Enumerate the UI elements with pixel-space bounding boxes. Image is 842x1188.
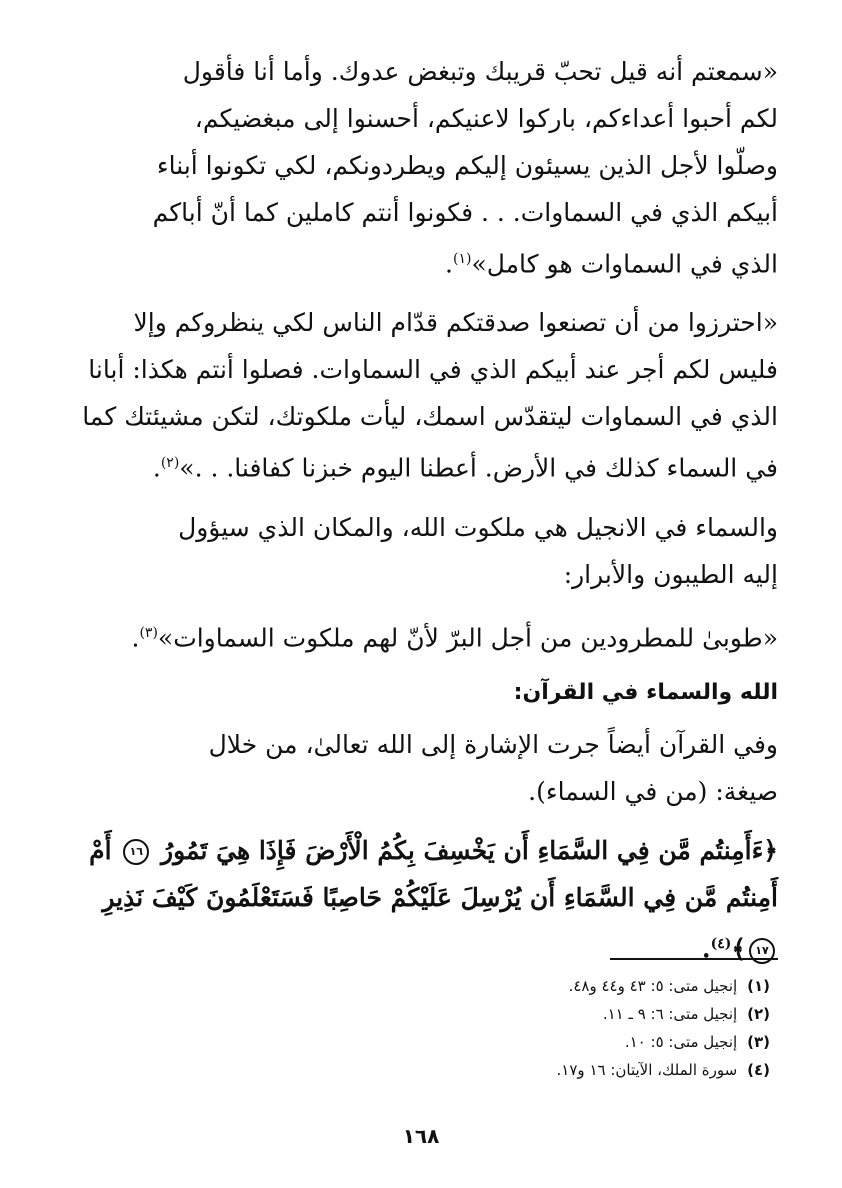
text-line <box>72 440 778 491</box>
footnote-text: إنجيل متى: ٦: ٩ ـ ١١. <box>602 1005 738 1023</box>
footnote-ref[interactable]: (٢) <box>160 455 180 472</box>
text-line: لكم أحبوا أعداءكم، باركوا لاعنيكم، أحسنوا إلى مبغضيكم، <box>194 104 778 133</box>
section-heading: الله والسماء في القرآن: <box>513 679 778 705</box>
footnote-ref[interactable]: (٣) <box>139 624 158 641</box>
footnote-item <box>270 1000 770 1028</box>
footnote-text: إنجيل متى: ٥: ١٠. <box>624 1033 738 1051</box>
text-line-end: «طوبىٰ للمطرودين من أجل البرّ لأنّ لهم ملكوت السماوات» <box>157 622 778 652</box>
quran-verse-1: ءَأَمِنتُم مَّن فِي السَّمَاءِ أَن يَخْسِفَ بِكُمُ الْأَرْضَ فَإِذَا هِيَ تَمُورُ <box>161 835 764 865</box>
ayah-number-marker: ١٦ <box>123 839 149 865</box>
period: . <box>701 934 711 964</box>
footnote-number: (٤) <box>747 1061 770 1079</box>
page-number: ١٦٨ <box>402 1124 440 1148</box>
quran-quote <box>72 827 778 972</box>
text-line <box>72 236 778 287</box>
text-line-end: في السماء كذلك في الأرض. أعطنا اليوم خبزنا كفافنا. . .» <box>179 453 778 483</box>
footnote-number: (١) <box>747 977 770 995</box>
page-body <box>72 48 778 972</box>
footnote-text: سورة الملك، الآيتان: ١٦ و١٧. <box>556 1061 738 1079</box>
footnote-ref[interactable]: (١) <box>452 251 472 267</box>
paragraph-3 <box>72 504 778 598</box>
text-line: والسماء في الانجيل هي ملكوت الله، والمكان الذي سيؤول <box>178 512 778 542</box>
paragraph-1 <box>72 48 778 287</box>
footnote-text: إنجيل متى: ٥: ٤٣ و٤٤ و٤٨. <box>568 977 738 995</box>
footnote-number: (٣) <box>747 1033 770 1051</box>
period: . <box>131 622 140 652</box>
quran-close-bracket: ﴾ <box>731 934 746 964</box>
footnote-item <box>270 1028 770 1056</box>
text-line: أبيكم الذي في السماوات. . . فكونوا أنتم كاملين كما أنّ أباكم <box>152 198 778 227</box>
text-line: إليه الطيبون والأبرار: <box>563 559 778 589</box>
text-line: «احترزوا من أن تصنعوا صدقتكم قدّام الناس لكي ينظروكم وإلا <box>133 308 778 338</box>
text-line: صيغة: (من في السماء). <box>528 776 778 806</box>
ayah-number-marker: ١٧ <box>749 938 775 964</box>
footnote-item <box>270 1056 770 1084</box>
text-line: «سمعتم أنه قيل تحبّ قريبك وتبغض عدوك. وأما أنا فأقول <box>182 57 778 86</box>
quran-verse-2: أَمْ أَمِنتُم مَّن فِي السَّمَاءِ أَن يُرْسِلَ عَلَيْكُمْ حَاصِبًا فَسَتَعْلَمُونَ كَيْفَ نَذِيرِ <box>89 835 778 912</box>
text-line-end: الذي في السماوات هو كامل» <box>471 249 778 279</box>
text-line: وصلّوا لأجل الذين يسيئون إليكم ويطردونكم، لكي تكونوا أبناء <box>156 151 778 180</box>
paragraph-2 <box>72 299 778 491</box>
footnote-ref[interactable]: (٤) <box>710 935 732 952</box>
paragraph-4 <box>72 610 778 661</box>
footnote-number: (٢) <box>747 1005 770 1023</box>
text-line: فليس لكم أجر عند أبيكم الذي في السماوات. فصلوا أنتم هكذا: أبانا <box>88 355 778 385</box>
paragraph-5 <box>72 721 778 815</box>
footnotes <box>270 972 770 1084</box>
text-line: الذي في السماوات ليتقدّس اسمك، ليأت ملكوتك، لتكن مشيئتك كما <box>82 402 778 432</box>
footnote-divider <box>610 958 778 960</box>
text-line: وفي القرآن أيضاً جرت الإشارة إلى الله تعالىٰ، من خلال <box>208 729 778 759</box>
period: . <box>152 453 161 483</box>
period: . <box>445 249 453 279</box>
text-line <box>72 610 778 661</box>
footnote-item <box>270 972 770 1000</box>
quran-open-bracket: ﴿ <box>763 835 778 865</box>
